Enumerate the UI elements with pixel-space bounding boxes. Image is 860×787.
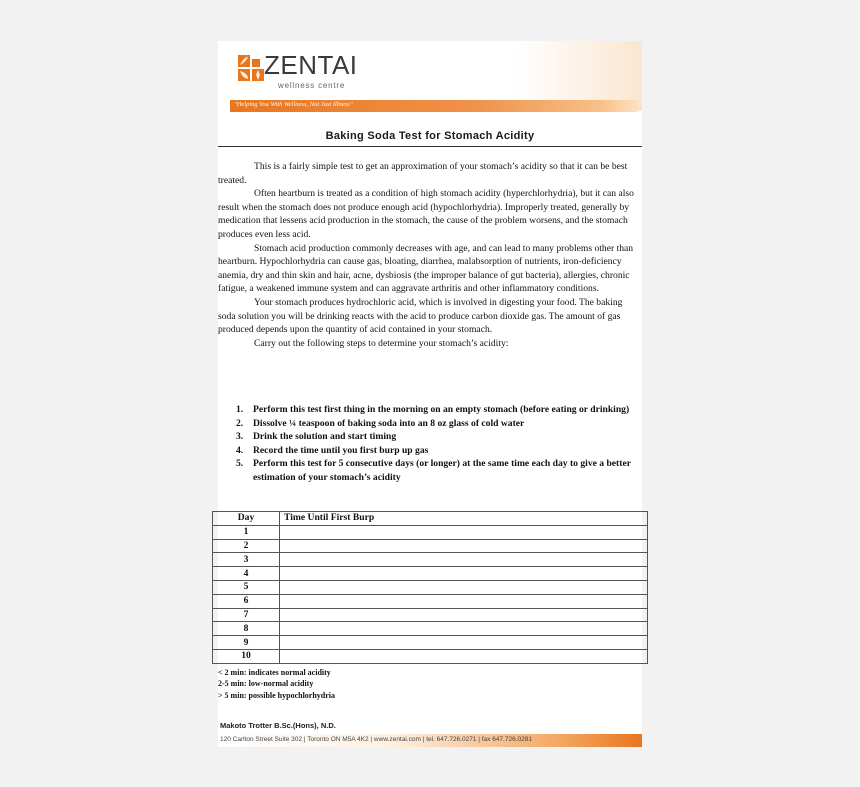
list-item [236,403,642,417]
legend-note: 2-5 min: low-normal acidity [218,679,314,689]
legend-note: < 2 min: indicates normal acidity [218,668,331,677]
paragraph: This is a fairly simple test to get an approximation of your stomach’s acidity so that it can be best treated. [218,161,628,186]
letterhead [218,41,642,111]
list-item [236,430,642,444]
result-legend [218,667,335,701]
time-cell[interactable] [280,553,648,567]
column-header-day: Day [213,512,280,526]
time-cell[interactable] [280,622,648,636]
table-header-row [213,512,648,526]
document-title: Baking Soda Test for Stomach Acidity [325,130,535,142]
document-page [218,41,642,747]
logo-leaf-icon [238,55,250,67]
step-text: Record the time until you first burp up gas [253,444,429,456]
column-header-time: Time Until First Burp [280,512,648,526]
step-number: 3. [236,431,244,443]
list-item [236,417,642,431]
time-cell[interactable] [280,525,648,539]
logo-leaf-icon [252,69,264,81]
step-text: Dissolve ¼ teaspoon of baking soda into an 8 oz glass of cold water [253,417,525,429]
table-row [213,622,648,636]
logo-square-icon [252,59,260,67]
table-row [213,649,648,663]
time-cell[interactable] [280,567,648,581]
step-text: Perform this test first thing in the morning on an empty stomach (before eating or drinking) [253,404,630,415]
table-row [213,539,648,553]
day-cell: 5 [213,580,280,594]
step-number: 1. [236,404,244,415]
table-row [213,636,648,650]
day-cell: 2 [213,539,280,553]
list-item [236,457,642,484]
day-cell: 10 [213,649,280,663]
footer-contact: 120 Carlton Street Suite 302 | Toronto ON M5A 4K2 | www.zentai.com | tel. 647.726.0271 | fax 647.726.0281 [220,736,532,743]
day-cell: 3 [213,553,280,567]
step-number: 4. [236,444,244,456]
time-cell[interactable] [280,636,648,650]
table-row [213,525,648,539]
paragraph: Often heartburn is treated as a condition of high stomach acidity (hyperchlorhydria), but it can also result when the stomach does not produce enough acid (hypochlorhydria). Improperly treated, generally by medication that lessens acid production in the stomach, the cause of the problem worsens, and the stomach produces even less acid. [218,188,634,240]
day-cell: 4 [213,567,280,581]
list-item [236,444,642,458]
day-cell: 1 [213,525,280,539]
author-signature: Makoto Trotter B.Sc.(Hons), N.D. [220,721,336,730]
brand-subtitle: wellness centre [278,81,346,90]
steps-list [236,403,642,485]
paragraph: Stomach acid production commonly decreases with age, and can lead to many problems other than heartburn. Hypochlorhydria can cause gas, bloating, diarrhea, malabsorption of nutrients, iron-deficiency anemia, dry and thin skin and hair, acne, dysbiosis (the improper balance of gut bacteria), allergies, chronic fatigue, a weakened immune system and can aggravate arthritis and other inflammatory conditions. [218,242,634,295]
step-number: 5. [236,458,244,470]
day-cell: 6 [213,594,280,608]
title-divider [218,146,642,147]
table-row [213,580,648,594]
table-row [213,553,648,567]
day-cell: 7 [213,608,280,622]
step-text: Perform this test for 5 consecutive days (or longer) at the same time each day to give a better estimation of your stomach’s acidity [253,458,631,483]
step-number: 2. [236,417,244,429]
step-text: Drink the solution and start timing [253,431,397,443]
paragraph: Your stomach produces hydrochloric acid, which is involved in digesting your food. The baking soda solution you will be drinking reacts with the acid to produce carbon dioxide gas. The amount of gas produced depends upon the quantity of acid contained in your stomach. [218,296,623,336]
body-text [218,160,640,350]
time-cell[interactable] [280,649,648,663]
table-row [213,608,648,622]
time-cell[interactable] [280,608,648,622]
legend-note: > 5 min: possible hypochlorhydria [218,690,336,700]
burp-log-table [212,511,648,664]
day-cell: 8 [213,622,280,636]
table-row [213,594,648,608]
tagline: "Helping You With Wellness, Not Just Illness" [234,101,353,108]
time-cell[interactable] [280,539,648,553]
table-row [213,567,648,581]
logo-leaf-icon [238,69,250,81]
day-cell: 9 [213,636,280,650]
time-cell[interactable] [280,580,648,594]
paragraph: Carry out the following steps to determine your stomach’s acidity: [254,337,509,349]
time-cell[interactable] [280,594,648,608]
brand-name: ZENTAI [264,50,358,80]
